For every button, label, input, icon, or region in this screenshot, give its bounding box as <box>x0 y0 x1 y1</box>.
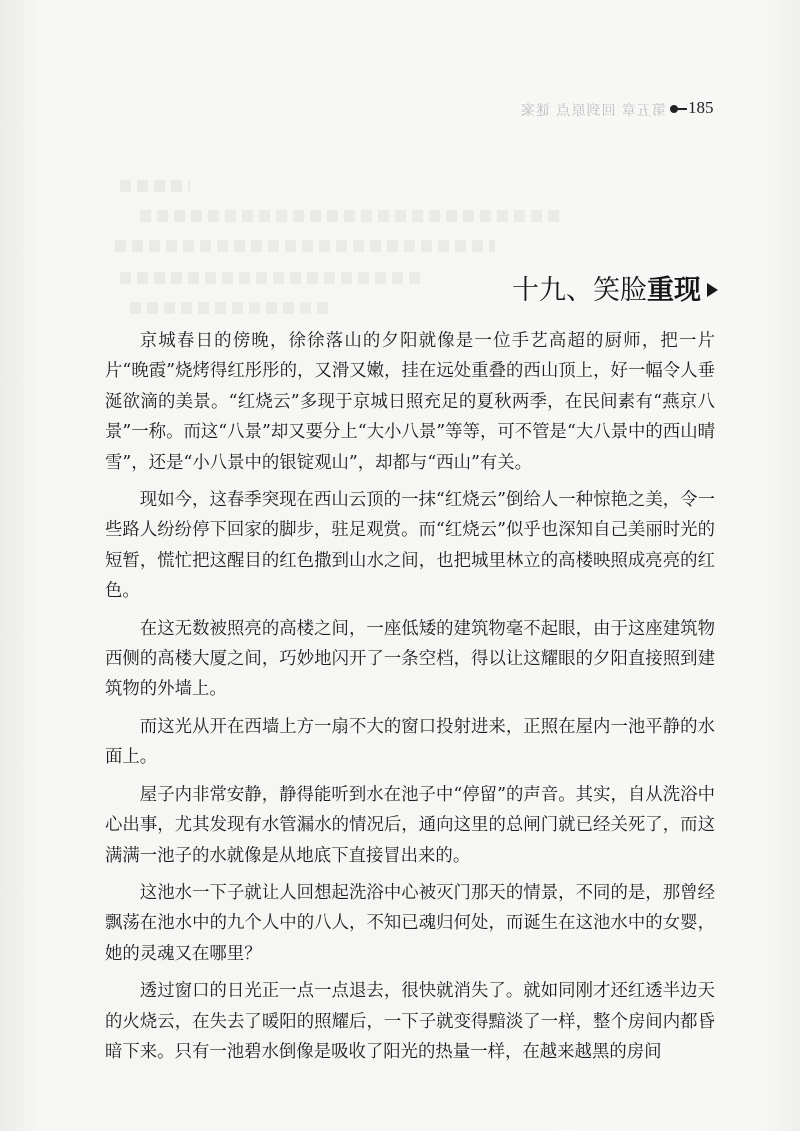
paragraph: 这池水一下子就让人回想起洗浴中心被灭门那天的情景，不同的是，那曾经飘荡在池水中的九个人中的八人，不知已魂归何处，而诞生在这池水中的女婴，她的灵魂又在哪里？ <box>105 882 715 964</box>
paragraph: 透过窗口的日光正一点一点退去，很快就消失了。就如同刚才还红透半边天的火烧云，在失去了暖阳的照耀后，一下子就变得黯淡了一样，整个房间内都昏暗下来。只有一池碧水倒像是吸收了阳光的热量一样，在越来越黑的房间 <box>105 981 715 1062</box>
chapter-title <box>512 268 718 307</box>
bleed-through-line <box>140 210 560 222</box>
paragraph: 京城春日的傍晚，徐徐落山的夕阳就像是一位手艺高超的厨师，把一片片“晚霞”烧烤得红彤彤的，又滑又嫩，挂在远处重叠的西山顶上，好一幅令人垂涎欲滴的美景。“红烧云”多现于京城日照充足的夏秋两季，在民间素有“燕京八景”一称。而这“八景”却又要分上“大小八景”等等，可不管是“大八景中的西山晴雪”，还是“小八景中的银锭观山”，却都与“西山”有关。 <box>105 331 715 473</box>
paragraph: 屋子内非常安静，静得能听到水在池子中“停留”的声音。其实，自从洗浴中心出事，尤其发现有水管漏水的情况后，通向这里的总闸门就已经关死了，而这满满一池子的水就像是从地底下直接冒出来的。 <box>105 784 715 866</box>
bleed-through-line <box>130 302 330 314</box>
chapter-title-plain: 十九、笑脸 <box>512 275 647 306</box>
bleed-through-line <box>115 240 495 252</box>
chapter-body <box>105 326 715 1074</box>
paragraph: 在这无数被照亮的高楼之间，一座低矮的建筑物毫不起眼，由于这座建筑物西侧的高楼大厦之间，巧妙地闪开了一条空档，得以让这耀眼的夕阳直接照到建筑物的外墙上。 <box>105 618 715 700</box>
page-number: 185 <box>688 98 714 117</box>
header-dash <box>675 108 687 110</box>
bleed-through-line <box>120 272 420 284</box>
paragraph: 而这光从开在西墙上方一扇不大的窗口投射进来，正照在屋内一池平静的水面上。 <box>105 716 715 768</box>
running-header <box>520 98 730 122</box>
bleed-through-header: 第五章 回到原点 谜案 <box>520 103 666 119</box>
bleed-through-line <box>120 180 190 192</box>
chapter-title-emphasis: 重现 <box>647 275 701 306</box>
paragraph: 现如今，这春季突现在西山云顶的一抹“红烧云”倒给人一种惊艳之美，令一些路人纷纷停下回家的脚步，驻足观赏。而“红烧云”似乎也深知自己美丽时光的短暂，慌忙把这醒目的红色撒到山水之间，也把城里林立的高楼映照成亮亮的红色。 <box>105 490 715 602</box>
triangle-arrow-icon <box>707 283 718 297</box>
